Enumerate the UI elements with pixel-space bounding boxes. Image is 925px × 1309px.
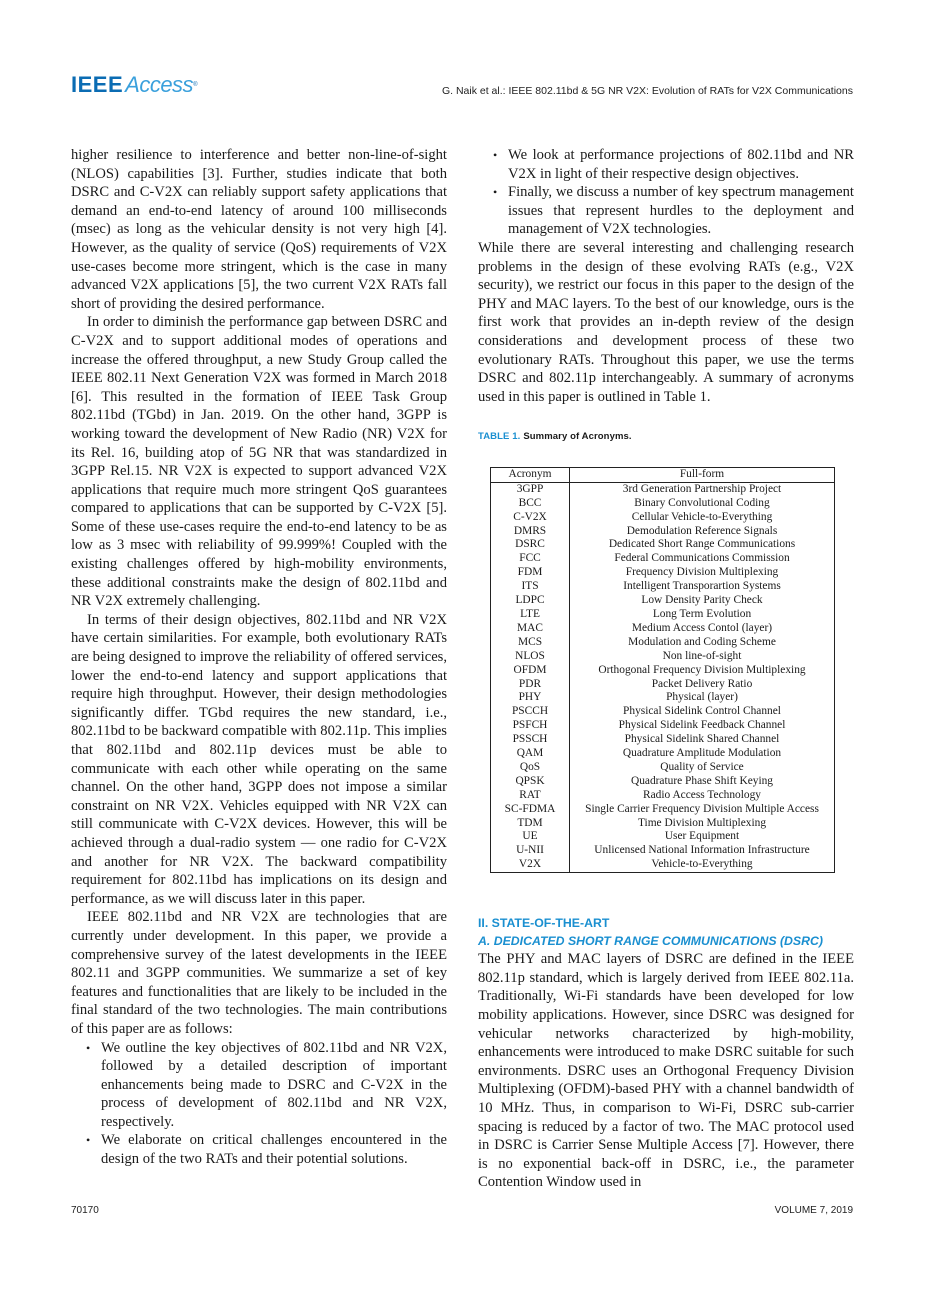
full-form-cell: Vehicle-to-Everything: [570, 858, 835, 872]
paragraph: The PHY and MAC layers of DSRC are defined in the IEEE 802.11p standard, which is largely derived from IEEE 802.11a. Traditionally, Wi-Fi standards have been developed for low mobility applications. However, since DSRC was designed for vehicular networks characterized by high-mobility, enhancements were introduced to make DSRC suitable for such environments. DSRC uses an Orthogonal Frequency Division Multiplexing (OFDM)-based PHY with a channel bandwidth of 10 MHz. Thus, in comparison to Wi-Fi, DSRC sub-carrier spacing is reduced by a factor of two. The MAC protocol used in DSRC is Carrier Sense Multiple Access [7]. However, there is no exponential back-off in DSRC, i.e., the parameter Contention Window used in: [478, 951, 854, 1191]
acronym-cell: TDM: [491, 817, 570, 831]
contribution-list: [71, 1039, 447, 1169]
acronym-cell: DMRS: [491, 525, 570, 539]
acronym-cell: QoS: [491, 761, 570, 775]
table-row: [491, 858, 835, 872]
table-row: [491, 803, 835, 817]
full-form-cell: Physical (layer): [570, 691, 835, 705]
table-caption-text: Summary of Acronyms.: [523, 431, 632, 443]
list-item: • We elaborate on critical challenges encountered in the design of the two RATs and their potential solutions.: [101, 1131, 447, 1168]
table-row: [491, 733, 835, 747]
full-form-cell: Quadrature Phase Shift Keying: [570, 775, 835, 789]
full-form-cell: Orthogonal Frequency Division Multiplexing: [570, 664, 835, 678]
table-row: [491, 844, 835, 858]
left-column: [71, 146, 447, 1169]
acronym-cell: QPSK: [491, 775, 570, 789]
acronym-cell: FDM: [491, 566, 570, 580]
full-form-cell: 3rd Generation Partnership Project: [570, 482, 835, 496]
list-item: • Finally, we discuss a number of key spectrum management issues that represent hurdles to the deployment and management of V2X technologies.: [508, 183, 854, 239]
table-row: [491, 580, 835, 594]
table-row: [491, 622, 835, 636]
acronym-table: [490, 467, 835, 873]
table-row: [491, 538, 835, 552]
paragraph: IEEE 802.11bd and NR V2X are technologies that are currently under development. In this paper, we provide a comprehensive survey of the latest developments in the IEEE 802.11 and 3GPP communities. We summarize a set of key features and functionalities that are likely to be included in the final standard of the two technologies. The main contributions of this paper are as follows:: [71, 909, 447, 1037]
table-row: [491, 636, 835, 650]
full-form-cell: Long Term Evolution: [570, 608, 835, 622]
logo-ieee-text: IEEE: [71, 72, 124, 97]
table-row: [491, 691, 835, 705]
table-row: [491, 817, 835, 831]
page-header: [71, 72, 853, 102]
full-form-cell: Quality of Service: [570, 761, 835, 775]
table-caption-label: TABLE 1.: [478, 431, 521, 443]
logo-access-text: Access: [125, 72, 194, 97]
paragraph: higher resilience to interference and better non-line-of-sight (NLOS) capabilities [3]. Further, studies indicate that both DSRC and C-V2X can reliably support safety applications that demand an end-to-end latency of around 100 milliseconds (msec) as long as the vehicular density is not very high [4]. However, as the quality of service (QoS) requirements of V2X use-cases become more stringent, which is the case in many advanced V2X applications [5], the two current V2X RATs fall short of providing the desired performance.: [71, 147, 447, 312]
list-item: • We look at performance projections of 802.11bd and NR V2X in light of their respective design objectives.: [508, 146, 854, 183]
table-body: [491, 482, 835, 872]
acronym-cell: PHY: [491, 691, 570, 705]
acronym-cell: UE: [491, 830, 570, 844]
table-row: [491, 497, 835, 511]
full-form-cell: Unlicensed National Information Infrastructure: [570, 844, 835, 858]
full-form-cell: Physical Sidelink Control Channel: [570, 705, 835, 719]
full-form-cell: Dedicated Short Range Communications: [570, 538, 835, 552]
full-form-cell: Packet Delivery Ratio: [570, 678, 835, 692]
acronym-cell: MAC: [491, 622, 570, 636]
column-header-full-form: Full-form: [570, 467, 835, 482]
table-row: [491, 761, 835, 775]
acronym-cell: ITS: [491, 580, 570, 594]
paragraph: In order to diminish the performance gap between DSRC and C-V2X and to support additional modes of operations and increase the offered throughput, a new Study Group called the IEEE 802.11 Next Generation V2X was formed in March 2018 [6]. This resulted in the formation of IEEE Task Group 802.11bd (TGbd) in Jan. 2019. On the other hand, 3GPP is working toward the development of New Radio (NR) V2X for its Rel. 16, building atop of 5G NR that was standardized in 3GPP Rel.15. NR V2X is expected to support advanced V2X applications that require much more stringent QoS guarantees compared to applications that can be supported by C-V2X [5]. Some of these use-cases require the end-to-end latency to be as low as 3 msec with reliability of 99.999%! Coupled with the existing challenges offered by high-mobility environments, these additional constraints make the design of 802.11bd and NR V2X extremely challenging.: [71, 314, 447, 610]
running-title: G. Naik et al.: IEEE 802.11bd & 5G NR V2X: Evolution of RATs for V2X Communications: [441, 85, 853, 97]
full-form-cell: Time Division Multiplexing: [570, 817, 835, 831]
acronym-cell: V2X: [491, 858, 570, 872]
table-row: [491, 566, 835, 580]
acronym-cell: PSCCH: [491, 705, 570, 719]
acronym-cell: DSRC: [491, 538, 570, 552]
ieee-access-logo: [71, 72, 197, 98]
acronym-cell: FCC: [491, 552, 570, 566]
table-row: [491, 511, 835, 525]
acronym-cell: SC-FDMA: [491, 803, 570, 817]
acronym-cell: PSSCH: [491, 733, 570, 747]
full-form-cell: Single Carrier Frequency Division Multiple Access: [570, 803, 835, 817]
acronym-cell: PSFCH: [491, 719, 570, 733]
table-row: [491, 525, 835, 539]
full-form-cell: Physical Sidelink Shared Channel: [570, 733, 835, 747]
acronym-cell: 3GPP: [491, 482, 570, 496]
full-form-cell: Federal Communications Commission: [570, 552, 835, 566]
table-row: [491, 775, 835, 789]
acronym-cell: MCS: [491, 636, 570, 650]
paragraph: While there are several interesting and challenging research problems in the design of these evolving RATs (e.g., V2X security), we restrict our focus in this paper to the design of the PHY and MAC layers. To the best of our knowledge, ours is the first work that provides an in-depth review of the design considerations and development process of these two evolutionary RATs. Throughout this paper, we use the terms DSRC and 802.11p interchangeably. A summary of acronyms used in this paper is outlined in Table 1.: [478, 239, 854, 405]
acronym-cell: PDR: [491, 678, 570, 692]
table-caption: [478, 428, 854, 447]
acronym-cell: LDPC: [491, 594, 570, 608]
table-row: [491, 482, 835, 496]
full-form-cell: Modulation and Coding Scheme: [570, 636, 835, 650]
acronym-cell: QAM: [491, 747, 570, 761]
paragraph: In terms of their design objectives, 802.11bd and NR V2X have certain similarities. For example, both evolutionary RATs are being designed to improve the reliability of offered services, lower the end-to-end latency and support applications that require high throughput. However, their design methodologies significantly differ. TGbd requires the new standard, i.e., 802.11bd to be backward compatible with 802.11p. This implies that 802.11bd and 802.11p devices must be able to communicate with each other while operating on the same channel. On the other hand, 3GPP does not impose a similar constraint on NR V2X. Vehicles equipped with NR V2X can still communicate with C-V2X devices. However, this will be achieved through a dual-radio system — one radio for C-V2X and another for NR V2X. The backward compatibility requirement for 802.11bd has implications on its design and performance, as we will discuss later in this paper.: [71, 611, 447, 907]
table-row: [491, 719, 835, 733]
table-row: [491, 705, 835, 719]
contribution-list-continued: [478, 146, 854, 239]
table-row: [491, 664, 835, 678]
acronym-cell: NLOS: [491, 650, 570, 664]
acronym-cell: BCC: [491, 497, 570, 511]
list-item: • We outline the key objectives of 802.11bd and NR V2X, followed by a detailed description of important enhancements being made to DSRC and C-V2X in the process of development of 802.11bd and NR V2X, respectively.: [101, 1039, 447, 1132]
full-form-cell: Binary Convolutional Coding: [570, 497, 835, 511]
acronym-cell: RAT: [491, 789, 570, 803]
subsection-heading: A. DEDICATED SHORT RANGE COMMUNICATIONS (DSRC): [478, 934, 823, 949]
full-form-cell: Frequency Division Multiplexing: [570, 566, 835, 580]
table-row: [491, 608, 835, 622]
table-header-row: [491, 467, 835, 482]
table-row: [491, 552, 835, 566]
full-form-cell: Radio Access Technology: [570, 789, 835, 803]
acronym-cell: C-V2X: [491, 511, 570, 525]
logo-trademark: ®: [193, 82, 198, 88]
full-form-cell: Demodulation Reference Signals: [570, 525, 835, 539]
right-column: [478, 146, 854, 1192]
table-row: [491, 747, 835, 761]
section-heading: II. STATE-OF-THE-ART: [478, 916, 610, 931]
full-form-cell: Intelligent Transporartion Systems: [570, 580, 835, 594]
table-row: [491, 678, 835, 692]
full-form-cell: Medium Access Contol (layer): [570, 622, 835, 636]
full-form-cell: Quadrature Amplitude Modulation: [570, 747, 835, 761]
acronym-cell: LTE: [491, 608, 570, 622]
table-row: [491, 830, 835, 844]
full-form-cell: User Equipment: [570, 830, 835, 844]
acronym-cell: OFDM: [491, 664, 570, 678]
acronym-cell: U-NII: [491, 844, 570, 858]
full-form-cell: Low Density Parity Check: [570, 594, 835, 608]
full-form-cell: Cellular Vehicle-to-Everything: [570, 511, 835, 525]
full-form-cell: Physical Sidelink Feedback Channel: [570, 719, 835, 733]
volume-info: VOLUME 7, 2019: [774, 1205, 853, 1216]
full-form-cell: Non line-of-sight: [570, 650, 835, 664]
column-header-acronym: Acronym: [491, 467, 570, 482]
page-number: 70170: [71, 1205, 99, 1216]
table-row: [491, 650, 835, 664]
table-row: [491, 594, 835, 608]
table-row: [491, 789, 835, 803]
